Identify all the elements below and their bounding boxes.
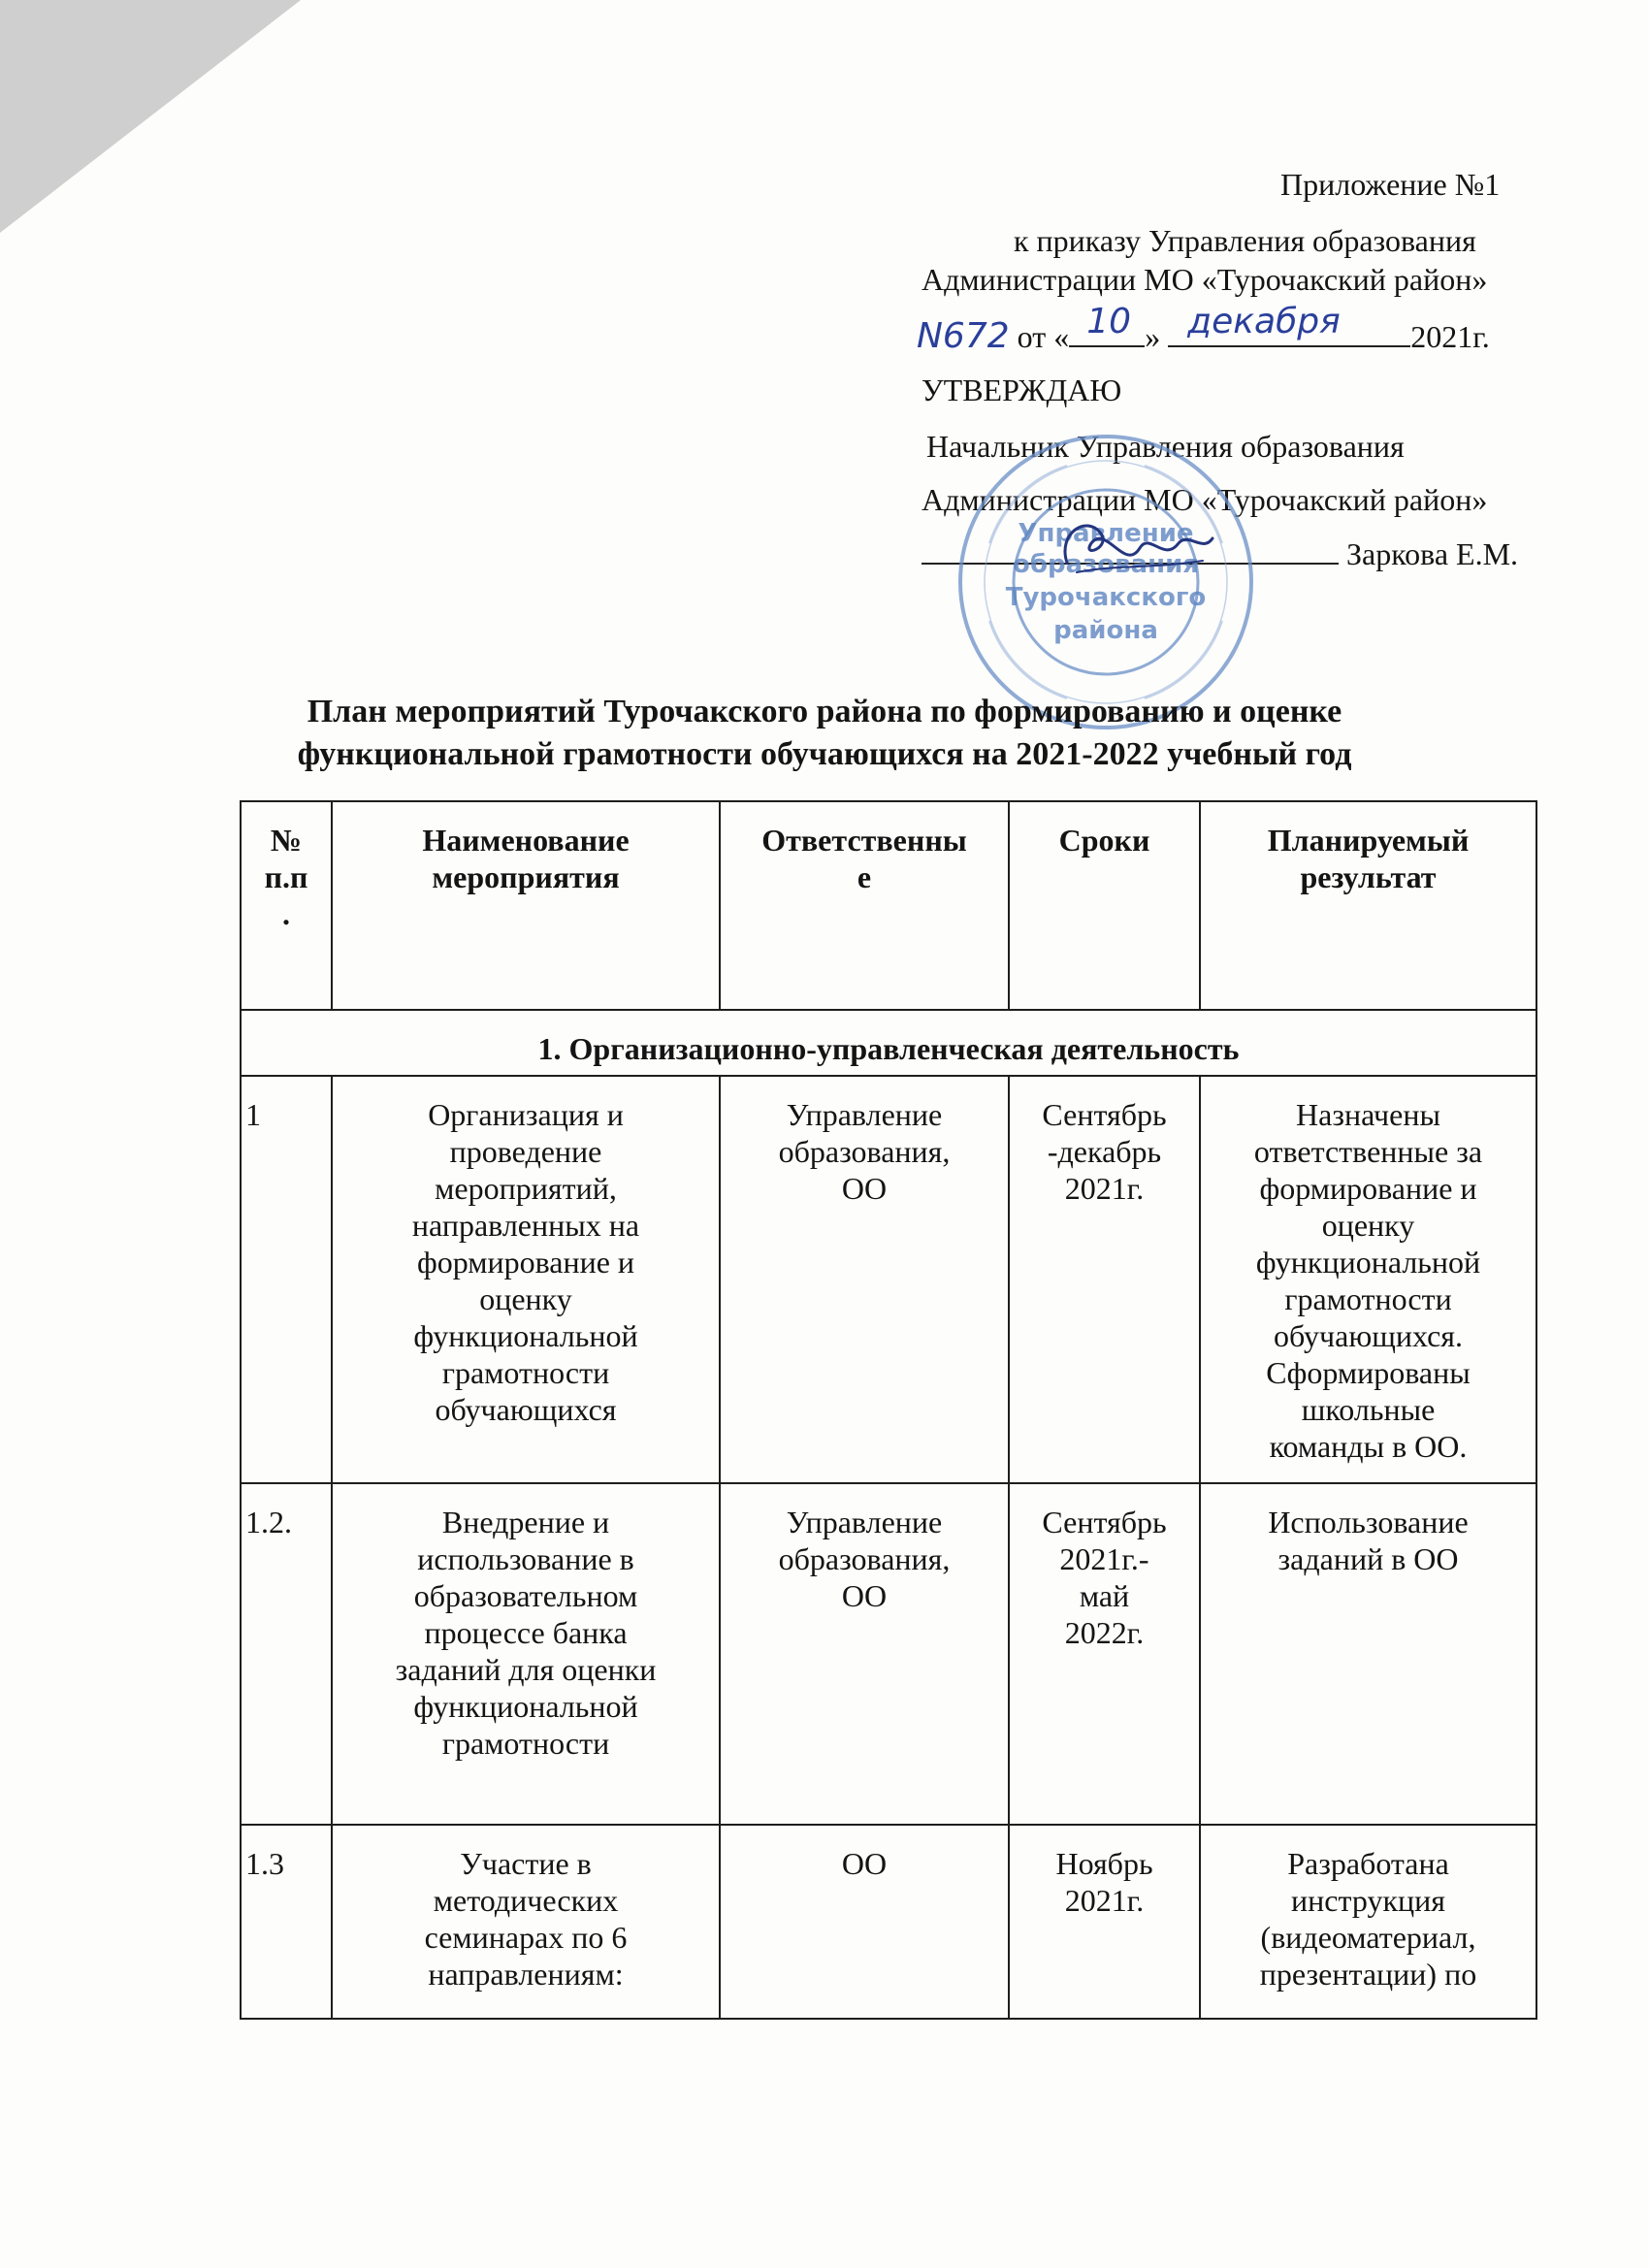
cell-line: Планируемый — [1267, 823, 1470, 858]
cell-line: инструкция — [1291, 1883, 1445, 1918]
cell-line: мероприятий, — [435, 1171, 617, 1206]
row-terms — [1009, 1076, 1200, 1483]
row-responsible — [720, 1825, 1009, 2019]
row-terms — [1009, 1483, 1200, 1825]
cell-line: образовательном — [413, 1578, 638, 1613]
cell-line: мероприятия — [432, 859, 620, 894]
header-number-text — [249, 822, 323, 932]
row-responsible-text — [728, 1096, 1000, 1207]
cell-line: оценку — [1321, 1208, 1415, 1243]
table-row — [241, 1483, 1536, 1825]
row-number: 1.3 — [241, 1825, 332, 2019]
cell-line: ответственные за — [1253, 1134, 1483, 1169]
cell-line: Сентябрь — [1042, 1097, 1167, 1132]
order-day-handwritten: 10 — [1086, 302, 1132, 341]
cell-line: заданий для оценки — [395, 1652, 657, 1687]
cell-line: Управление — [786, 1505, 943, 1539]
header-responsible — [720, 801, 1009, 1010]
cell-line: -декабрь — [1047, 1134, 1162, 1169]
cell-line: Управление — [786, 1097, 943, 1132]
cell-line: функциональной — [1255, 1245, 1481, 1280]
cell-line: Наименование — [422, 823, 630, 858]
row-name — [332, 1825, 720, 2019]
row-number: 1.2. — [241, 1483, 332, 1825]
cell-line: формирование и — [416, 1245, 635, 1280]
stamp-line-1: Управление — [1018, 519, 1194, 548]
header-terms — [1009, 801, 1200, 1010]
cell-line: использование в — [417, 1541, 634, 1576]
cell-line: № — [270, 823, 303, 858]
row-name — [332, 1483, 720, 1825]
header-name-text — [340, 822, 711, 895]
cell-line: Внедрение и — [441, 1505, 610, 1539]
row-result-text — [1209, 1504, 1528, 1577]
row-terms-text — [1018, 1845, 1191, 1919]
stamp-line-2: образования — [1012, 550, 1200, 579]
row-name — [332, 1076, 720, 1483]
cell-line: Сформированы — [1266, 1355, 1471, 1390]
row-result-text — [1209, 1096, 1528, 1465]
approve-label: УТВЕРЖДАЮ — [922, 373, 1122, 407]
cell-line: образования, — [778, 1541, 951, 1576]
cell-line: Сроки — [1058, 823, 1150, 858]
row-name-text — [340, 1845, 711, 1993]
row-responsible-text — [728, 1845, 1000, 1882]
cell-line: е — [857, 859, 872, 894]
head-administration: Администрации МО «Турочакский район» — [922, 482, 1488, 517]
cell-line: обучающихся. — [1273, 1318, 1464, 1353]
table-header-row — [241, 801, 1536, 1010]
plan-table — [240, 800, 1537, 2020]
cell-line: май — [1079, 1578, 1130, 1613]
cell-line: . — [282, 896, 290, 931]
cell-line: грамотности — [441, 1355, 610, 1390]
order-month-field — [1168, 302, 1410, 347]
row-result-text — [1209, 1845, 1528, 1993]
cell-line: методических — [433, 1883, 619, 1918]
row-result — [1200, 1076, 1536, 1483]
cell-line: Ноябрь — [1055, 1846, 1153, 1881]
cell-line: (видеоматериал, — [1260, 1920, 1476, 1955]
row-result — [1200, 1483, 1536, 1825]
cell-line: Ответственны — [761, 823, 967, 858]
cell-line: функциональной — [413, 1689, 638, 1724]
cell-line: Использование — [1268, 1505, 1469, 1539]
head-position: Начальник Управления образования — [926, 429, 1405, 464]
title-line-1: План мероприятий Турочакского района по формированию и оценке — [307, 694, 1342, 729]
cell-line: 2021г.- — [1059, 1541, 1149, 1576]
order-from-label: от « — [1017, 319, 1070, 354]
cell-line: образования, — [778, 1134, 951, 1169]
cell-line: презентации) по — [1259, 1957, 1477, 1992]
appendix-label: Приложение №1 — [1280, 167, 1501, 202]
row-terms-text — [1018, 1504, 1191, 1651]
document-title — [146, 691, 1504, 776]
cell-line: оценку — [479, 1281, 572, 1316]
order-quote-close: » — [1145, 319, 1161, 354]
title-line-2: функциональной грамотности обучающихся на 2021-2022 учебный год — [297, 736, 1352, 772]
cell-line: ОО — [841, 1578, 888, 1613]
order-number-handwritten: N672 — [917, 316, 1010, 356]
cell-line: заданий в ОО — [1277, 1541, 1459, 1576]
head-name: Заркова Е.М. — [1346, 536, 1519, 571]
cell-line: проведение — [449, 1134, 602, 1169]
section-row — [241, 1010, 1536, 1076]
cell-line: Организация и — [428, 1097, 624, 1132]
cell-line: грамотности — [1284, 1281, 1452, 1316]
cell-line: функциональной — [413, 1318, 638, 1353]
cell-line: Разработана — [1287, 1846, 1449, 1881]
cell-line: команды в ОО. — [1269, 1429, 1468, 1464]
cell-line: 2021г. — [1064, 1171, 1145, 1206]
row-name-text — [340, 1504, 711, 1762]
row-responsible — [720, 1483, 1009, 1825]
row-terms-text — [1018, 1096, 1191, 1207]
row-name-text — [340, 1096, 711, 1428]
order-reference: к приказу Управления образования — [1014, 223, 1476, 258]
order-number-line — [917, 302, 1490, 356]
order-administration: Администрации МО «Турочакский район» — [922, 262, 1488, 297]
cell-line: обучающихся — [435, 1392, 617, 1427]
cell-line: семинарах по 6 — [424, 1920, 628, 1955]
cell-line: школьные — [1301, 1392, 1436, 1427]
order-year: 2021г. — [1410, 319, 1490, 354]
row-responsible — [720, 1076, 1009, 1483]
header-responsible-text — [728, 822, 1000, 895]
cell-line: грамотности — [441, 1726, 610, 1761]
cell-line: Участие в — [460, 1846, 592, 1881]
order-day-field — [1069, 302, 1145, 347]
cell-line: результат — [1300, 859, 1437, 894]
row-terms — [1009, 1825, 1200, 2019]
cell-line: процессе банка — [424, 1615, 628, 1650]
cell-line: 2022г. — [1064, 1615, 1145, 1650]
header-number — [241, 801, 332, 1010]
cell-line: Сентябрь — [1042, 1505, 1167, 1539]
cell-line: направлениям: — [428, 1957, 624, 1992]
cell-line: ОО — [841, 1846, 888, 1881]
row-number: 1 — [241, 1076, 332, 1483]
section-title: 1. Организационно-управленческая деятельность — [241, 1010, 1536, 1076]
cell-line: 2021г. — [1064, 1883, 1145, 1918]
document-header — [0, 0, 1649, 582]
table-row — [241, 1076, 1536, 1483]
table-row — [241, 1825, 1536, 2019]
header-terms-text — [1018, 822, 1191, 859]
order-month-handwritten: декабря — [1187, 302, 1341, 341]
stamp-line-3: Турочакского — [1005, 583, 1207, 612]
cell-line: направленных на — [411, 1208, 640, 1243]
signature-icon — [1048, 504, 1222, 592]
stamp-line-4: района — [1053, 616, 1158, 645]
header-result — [1200, 801, 1536, 1010]
cell-line: Назначены — [1296, 1097, 1440, 1132]
row-result — [1200, 1825, 1536, 2019]
cell-line: п.п — [264, 859, 308, 894]
cell-line: ОО — [841, 1171, 888, 1206]
row-responsible-text — [728, 1504, 1000, 1614]
cell-line: формирование и — [1259, 1171, 1477, 1206]
header-result-text — [1209, 822, 1528, 895]
header-name — [332, 801, 720, 1010]
